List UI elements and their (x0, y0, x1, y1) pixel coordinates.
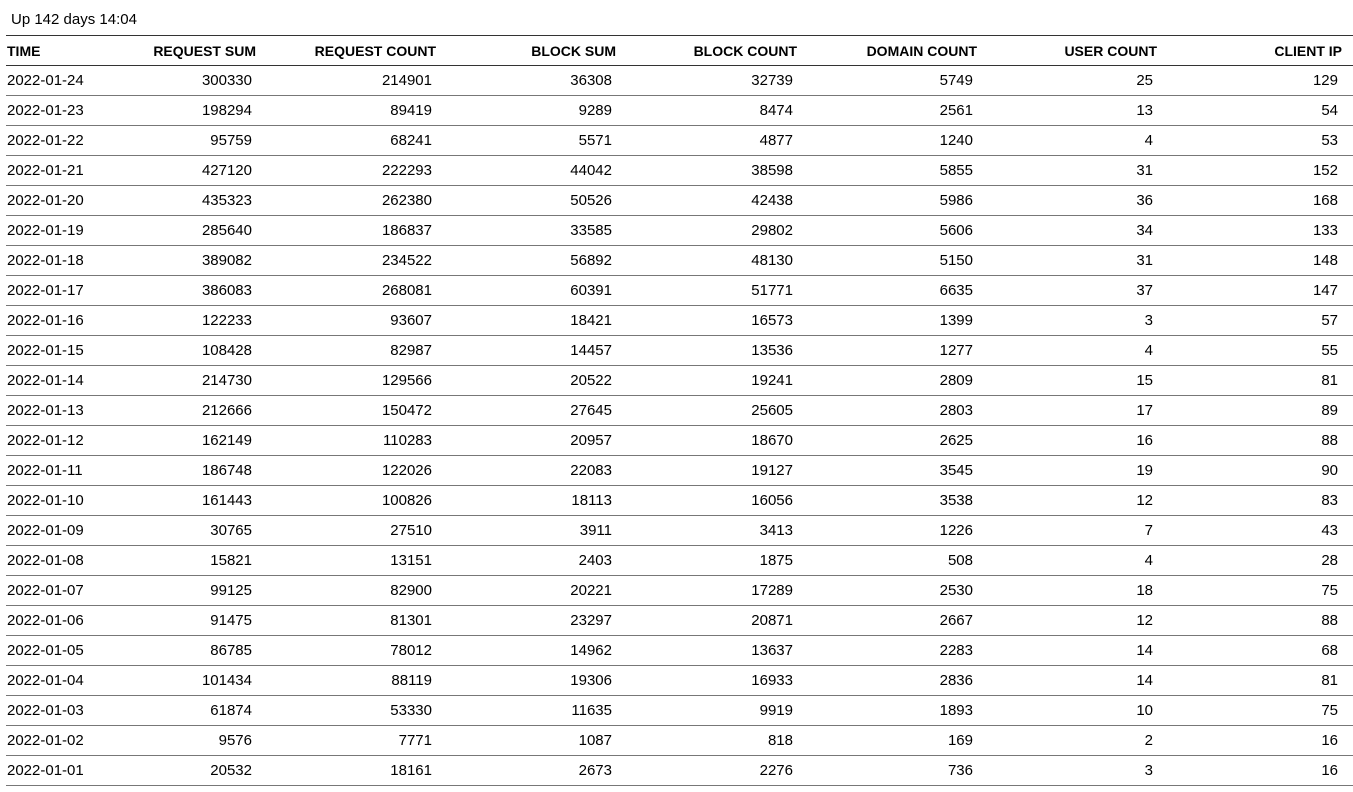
cell-request-sum: 186748 (201, 462, 252, 479)
cell-block-sum: 20957 (570, 432, 612, 449)
cell-request-sum: 86785 (210, 642, 252, 659)
cell-time: 2022-01-08 (7, 552, 84, 569)
cell-time: 2022-01-05 (7, 642, 84, 659)
cell-time: 2022-01-02 (7, 732, 84, 749)
cell-domain-count: 5150 (939, 252, 973, 269)
cell-request-count: 214901 (381, 72, 432, 89)
cell-user-count: 31 (1136, 162, 1153, 179)
cell-domain-count: 2530 (939, 582, 973, 599)
cell-time: 2022-01-06 (7, 612, 84, 629)
cell-request-sum: 389082 (201, 252, 252, 269)
cell-time: 2022-01-17 (7, 282, 84, 299)
cell-block-count: 32739 (751, 72, 793, 89)
cell-domain-count: 1240 (939, 132, 973, 149)
cell-domain-count: 3538 (939, 492, 973, 509)
column-header-domain-count: DOMAIN COUNT (866, 42, 977, 59)
cell-domain-count: 169 (947, 732, 973, 749)
cell-block-count: 13536 (751, 342, 793, 359)
table-row (6, 486, 1353, 516)
cell-domain-count: 3545 (939, 462, 973, 479)
cell-client-ip: 75 (1321, 702, 1338, 719)
cell-block-count: 38598 (751, 162, 793, 179)
cell-block-sum: 56892 (570, 252, 612, 269)
cell-domain-count: 2667 (939, 612, 973, 629)
table-row (6, 246, 1353, 276)
cell-block-sum: 2673 (578, 762, 612, 779)
cell-request-count: 93607 (390, 312, 432, 329)
cell-client-ip: 129 (1312, 72, 1338, 89)
cell-block-sum: 22083 (570, 462, 612, 479)
cell-time: 2022-01-10 (7, 492, 84, 509)
cell-request-count: 122026 (381, 462, 432, 479)
cell-client-ip: 168 (1312, 192, 1338, 209)
cell-user-count: 34 (1136, 222, 1153, 239)
cell-block-sum: 1087 (578, 732, 612, 749)
table-row (6, 336, 1353, 366)
cell-block-count: 818 (767, 732, 793, 749)
cell-request-count: 68241 (390, 132, 432, 149)
cell-time: 2022-01-03 (7, 702, 84, 719)
cell-block-count: 13637 (751, 642, 793, 659)
cell-user-count: 17 (1136, 402, 1153, 419)
cell-block-count: 16573 (751, 312, 793, 329)
cell-domain-count: 508 (947, 552, 973, 569)
cell-request-count: 53330 (390, 702, 432, 719)
table-row (6, 546, 1353, 576)
cell-request-count: 100826 (381, 492, 432, 509)
cell-block-count: 18670 (751, 432, 793, 449)
cell-user-count: 31 (1136, 252, 1153, 269)
cell-block-sum: 19306 (570, 672, 612, 689)
table-row (6, 186, 1353, 216)
cell-domain-count: 5986 (939, 192, 973, 209)
cell-domain-count: 5855 (939, 162, 973, 179)
cell-request-sum: 99125 (210, 582, 252, 599)
cell-user-count: 14 (1136, 642, 1153, 659)
cell-request-count: 7771 (398, 732, 432, 749)
table-row (6, 426, 1353, 456)
cell-block-sum: 20522 (570, 372, 612, 389)
column-header-request-count: REQUEST COUNT (314, 42, 436, 59)
cell-request-count: 82987 (390, 342, 432, 359)
cell-block-sum: 60391 (570, 282, 612, 299)
cell-user-count: 4 (1144, 342, 1153, 359)
table-row (6, 216, 1353, 246)
cell-domain-count: 2625 (939, 432, 973, 449)
cell-request-count: 78012 (390, 642, 432, 659)
table-row (6, 666, 1353, 696)
cell-domain-count: 2803 (939, 402, 973, 419)
cell-client-ip: 55 (1321, 342, 1338, 359)
cell-request-sum: 20532 (210, 762, 252, 779)
table-row (6, 96, 1353, 126)
cell-client-ip: 81 (1321, 672, 1338, 689)
cell-block-count: 2276 (759, 762, 793, 779)
cell-block-sum: 18113 (571, 492, 612, 509)
cell-request-count: 186837 (381, 222, 432, 239)
cell-domain-count: 736 (947, 762, 973, 779)
table-row (6, 396, 1353, 426)
cell-block-sum: 23297 (570, 612, 612, 629)
table-row (6, 306, 1353, 336)
cell-domain-count: 5606 (939, 222, 973, 239)
cell-request-sum: 122233 (201, 312, 252, 329)
cell-client-ip: 81 (1321, 372, 1338, 389)
cell-block-count: 19127 (751, 462, 793, 479)
cell-client-ip: 57 (1321, 312, 1338, 329)
cell-domain-count: 1893 (939, 702, 973, 719)
cell-user-count: 12 (1136, 612, 1153, 629)
cell-user-count: 10 (1136, 702, 1153, 719)
cell-request-sum: 285640 (201, 222, 252, 239)
cell-user-count: 13 (1136, 102, 1153, 119)
column-header-user-count: USER COUNT (1064, 42, 1157, 59)
cell-block-sum: 36308 (570, 72, 612, 89)
cell-time: 2022-01-18 (7, 252, 84, 269)
cell-request-sum: 15821 (210, 552, 252, 569)
cell-block-count: 42438 (751, 192, 793, 209)
table-row (6, 636, 1353, 666)
cell-client-ip: 53 (1321, 132, 1338, 149)
cell-time: 2022-01-11 (7, 462, 83, 479)
table-body (6, 66, 1353, 786)
cell-request-sum: 300330 (201, 72, 252, 89)
column-header-client-ip: CLIENT IP (1274, 42, 1342, 59)
cell-client-ip: 68 (1321, 642, 1338, 659)
cell-request-sum: 212666 (201, 402, 252, 419)
cell-client-ip: 88 (1321, 612, 1338, 629)
cell-request-count: 27510 (390, 522, 432, 539)
cell-block-count: 4877 (759, 132, 793, 149)
cell-client-ip: 152 (1312, 162, 1338, 179)
column-header-block-count: BLOCK COUNT (693, 42, 797, 59)
table-row (6, 726, 1353, 756)
cell-user-count: 12 (1136, 492, 1153, 509)
cell-time: 2022-01-12 (7, 432, 84, 449)
cell-request-sum: 427120 (201, 162, 252, 179)
cell-request-count: 13151 (390, 552, 432, 569)
cell-user-count: 4 (1144, 132, 1153, 149)
table-row (6, 456, 1353, 486)
cell-request-sum: 101434 (201, 672, 252, 689)
cell-block-sum: 3911 (579, 522, 612, 539)
cell-block-count: 19241 (751, 372, 793, 389)
cell-client-ip: 90 (1321, 462, 1338, 479)
cell-request-sum: 61874 (210, 702, 252, 719)
cell-domain-count: 1277 (939, 342, 973, 359)
cell-block-sum: 44042 (570, 162, 612, 179)
cell-user-count: 2 (1144, 732, 1153, 749)
cell-user-count: 18 (1136, 582, 1153, 599)
cell-block-count: 20871 (751, 612, 793, 629)
cell-request-sum: 198294 (201, 102, 252, 119)
table-row (6, 756, 1353, 786)
cell-client-ip: 147 (1312, 282, 1338, 299)
cell-domain-count: 1226 (939, 522, 973, 539)
cell-time: 2022-01-20 (7, 192, 84, 209)
cell-time: 2022-01-09 (7, 522, 84, 539)
uptime-status: Up 142 days 14:04 (11, 11, 137, 28)
cell-user-count: 4 (1144, 552, 1153, 569)
cell-request-sum: 30765 (210, 522, 252, 539)
cell-client-ip: 28 (1321, 552, 1338, 569)
cell-block-count: 8474 (759, 102, 793, 119)
cell-user-count: 36 (1136, 192, 1153, 209)
cell-block-sum: 20221 (570, 582, 612, 599)
cell-time: 2022-01-22 (7, 132, 84, 149)
cell-domain-count: 5749 (939, 72, 973, 89)
cell-request-count: 82900 (390, 582, 432, 599)
cell-request-count: 89419 (390, 102, 432, 119)
cell-request-count: 268081 (381, 282, 432, 299)
table-row (6, 276, 1353, 306)
cell-domain-count: 2836 (939, 672, 973, 689)
cell-user-count: 19 (1136, 462, 1153, 479)
cell-request-sum: 95759 (210, 132, 252, 149)
cell-time: 2022-01-13 (7, 402, 84, 419)
cell-request-sum: 108428 (201, 342, 252, 359)
cell-user-count: 37 (1136, 282, 1153, 299)
table-row (6, 156, 1353, 186)
cell-block-sum: 14457 (570, 342, 612, 359)
cell-domain-count: 1399 (939, 312, 973, 329)
cell-block-count: 17289 (751, 582, 793, 599)
cell-domain-count: 2809 (939, 372, 973, 389)
cell-client-ip: 16 (1321, 732, 1338, 749)
cell-request-count: 150472 (381, 402, 432, 419)
cell-request-sum: 435323 (201, 192, 252, 209)
cell-block-count: 25605 (751, 402, 793, 419)
cell-block-sum: 33585 (570, 222, 612, 239)
cell-request-count: 88119 (391, 672, 432, 689)
cell-block-sum: 50526 (570, 192, 612, 209)
cell-request-sum: 9576 (218, 732, 252, 749)
table-row (6, 66, 1353, 96)
cell-time: 2022-01-15 (7, 342, 84, 359)
cell-client-ip: 75 (1321, 582, 1338, 599)
cell-client-ip: 133 (1312, 222, 1338, 239)
cell-client-ip: 54 (1321, 102, 1338, 119)
stats-table (6, 35, 1353, 786)
cell-request-count: 18161 (390, 762, 432, 779)
cell-request-sum: 162149 (201, 432, 252, 449)
cell-block-count: 16933 (751, 672, 793, 689)
cell-block-sum: 2403 (578, 552, 612, 569)
cell-request-sum: 161443 (201, 492, 252, 509)
cell-block-count: 29802 (751, 222, 793, 239)
cell-user-count: 3 (1144, 762, 1153, 779)
table-row (6, 576, 1353, 606)
table-row (6, 366, 1353, 396)
table-row (6, 696, 1353, 726)
cell-request-count: 234522 (381, 252, 432, 269)
cell-domain-count: 6635 (939, 282, 973, 299)
cell-request-sum: 214730 (201, 372, 252, 389)
cell-block-count: 16056 (751, 492, 793, 509)
cell-request-count: 81301 (390, 612, 432, 629)
cell-time: 2022-01-19 (7, 222, 84, 239)
cell-user-count: 3 (1144, 312, 1153, 329)
column-header-block-sum: BLOCK SUM (531, 42, 616, 59)
cell-time: 2022-01-16 (7, 312, 84, 329)
cell-client-ip: 16 (1321, 762, 1338, 779)
cell-client-ip: 89 (1321, 402, 1338, 419)
cell-user-count: 16 (1136, 432, 1153, 449)
table-row (6, 606, 1353, 636)
cell-time: 2022-01-07 (7, 582, 84, 599)
cell-request-count: 222293 (381, 162, 432, 179)
cell-block-count: 51771 (751, 282, 793, 299)
cell-block-sum: 14962 (570, 642, 612, 659)
cell-block-sum: 5571 (578, 132, 612, 149)
table-row (6, 126, 1353, 156)
cell-block-count: 48130 (751, 252, 793, 269)
cell-client-ip: 88 (1321, 432, 1338, 449)
cell-user-count: 25 (1136, 72, 1153, 89)
cell-time: 2022-01-04 (7, 672, 84, 689)
cell-block-count: 3413 (759, 522, 793, 539)
cell-block-sum: 9289 (578, 102, 612, 119)
column-header-time: TIME (7, 42, 41, 59)
cell-user-count: 7 (1144, 522, 1153, 539)
cell-request-count: 129566 (381, 372, 432, 389)
column-header-request-sum: REQUEST SUM (153, 42, 256, 59)
cell-time: 2022-01-14 (7, 372, 84, 389)
cell-time: 2022-01-01 (7, 762, 84, 779)
cell-time: 2022-01-21 (7, 162, 84, 179)
table-header-row (6, 36, 1353, 66)
cell-request-count: 110283 (383, 432, 432, 449)
cell-user-count: 15 (1136, 372, 1153, 389)
cell-block-count: 1875 (759, 552, 793, 569)
cell-block-sum: 11635 (571, 702, 612, 719)
cell-user-count: 14 (1136, 672, 1153, 689)
cell-time: 2022-01-24 (7, 72, 84, 89)
cell-time: 2022-01-23 (7, 102, 84, 119)
cell-domain-count: 2561 (939, 102, 973, 119)
cell-block-count: 9919 (759, 702, 793, 719)
table-row (6, 516, 1353, 546)
cell-domain-count: 2283 (939, 642, 973, 659)
cell-client-ip: 43 (1321, 522, 1338, 539)
cell-block-sum: 18421 (570, 312, 612, 329)
cell-request-count: 262380 (381, 192, 432, 209)
cell-client-ip: 83 (1321, 492, 1338, 509)
cell-request-sum: 386083 (201, 282, 252, 299)
cell-block-sum: 27645 (570, 402, 612, 419)
cell-client-ip: 148 (1312, 252, 1338, 269)
cell-request-sum: 91475 (210, 612, 252, 629)
